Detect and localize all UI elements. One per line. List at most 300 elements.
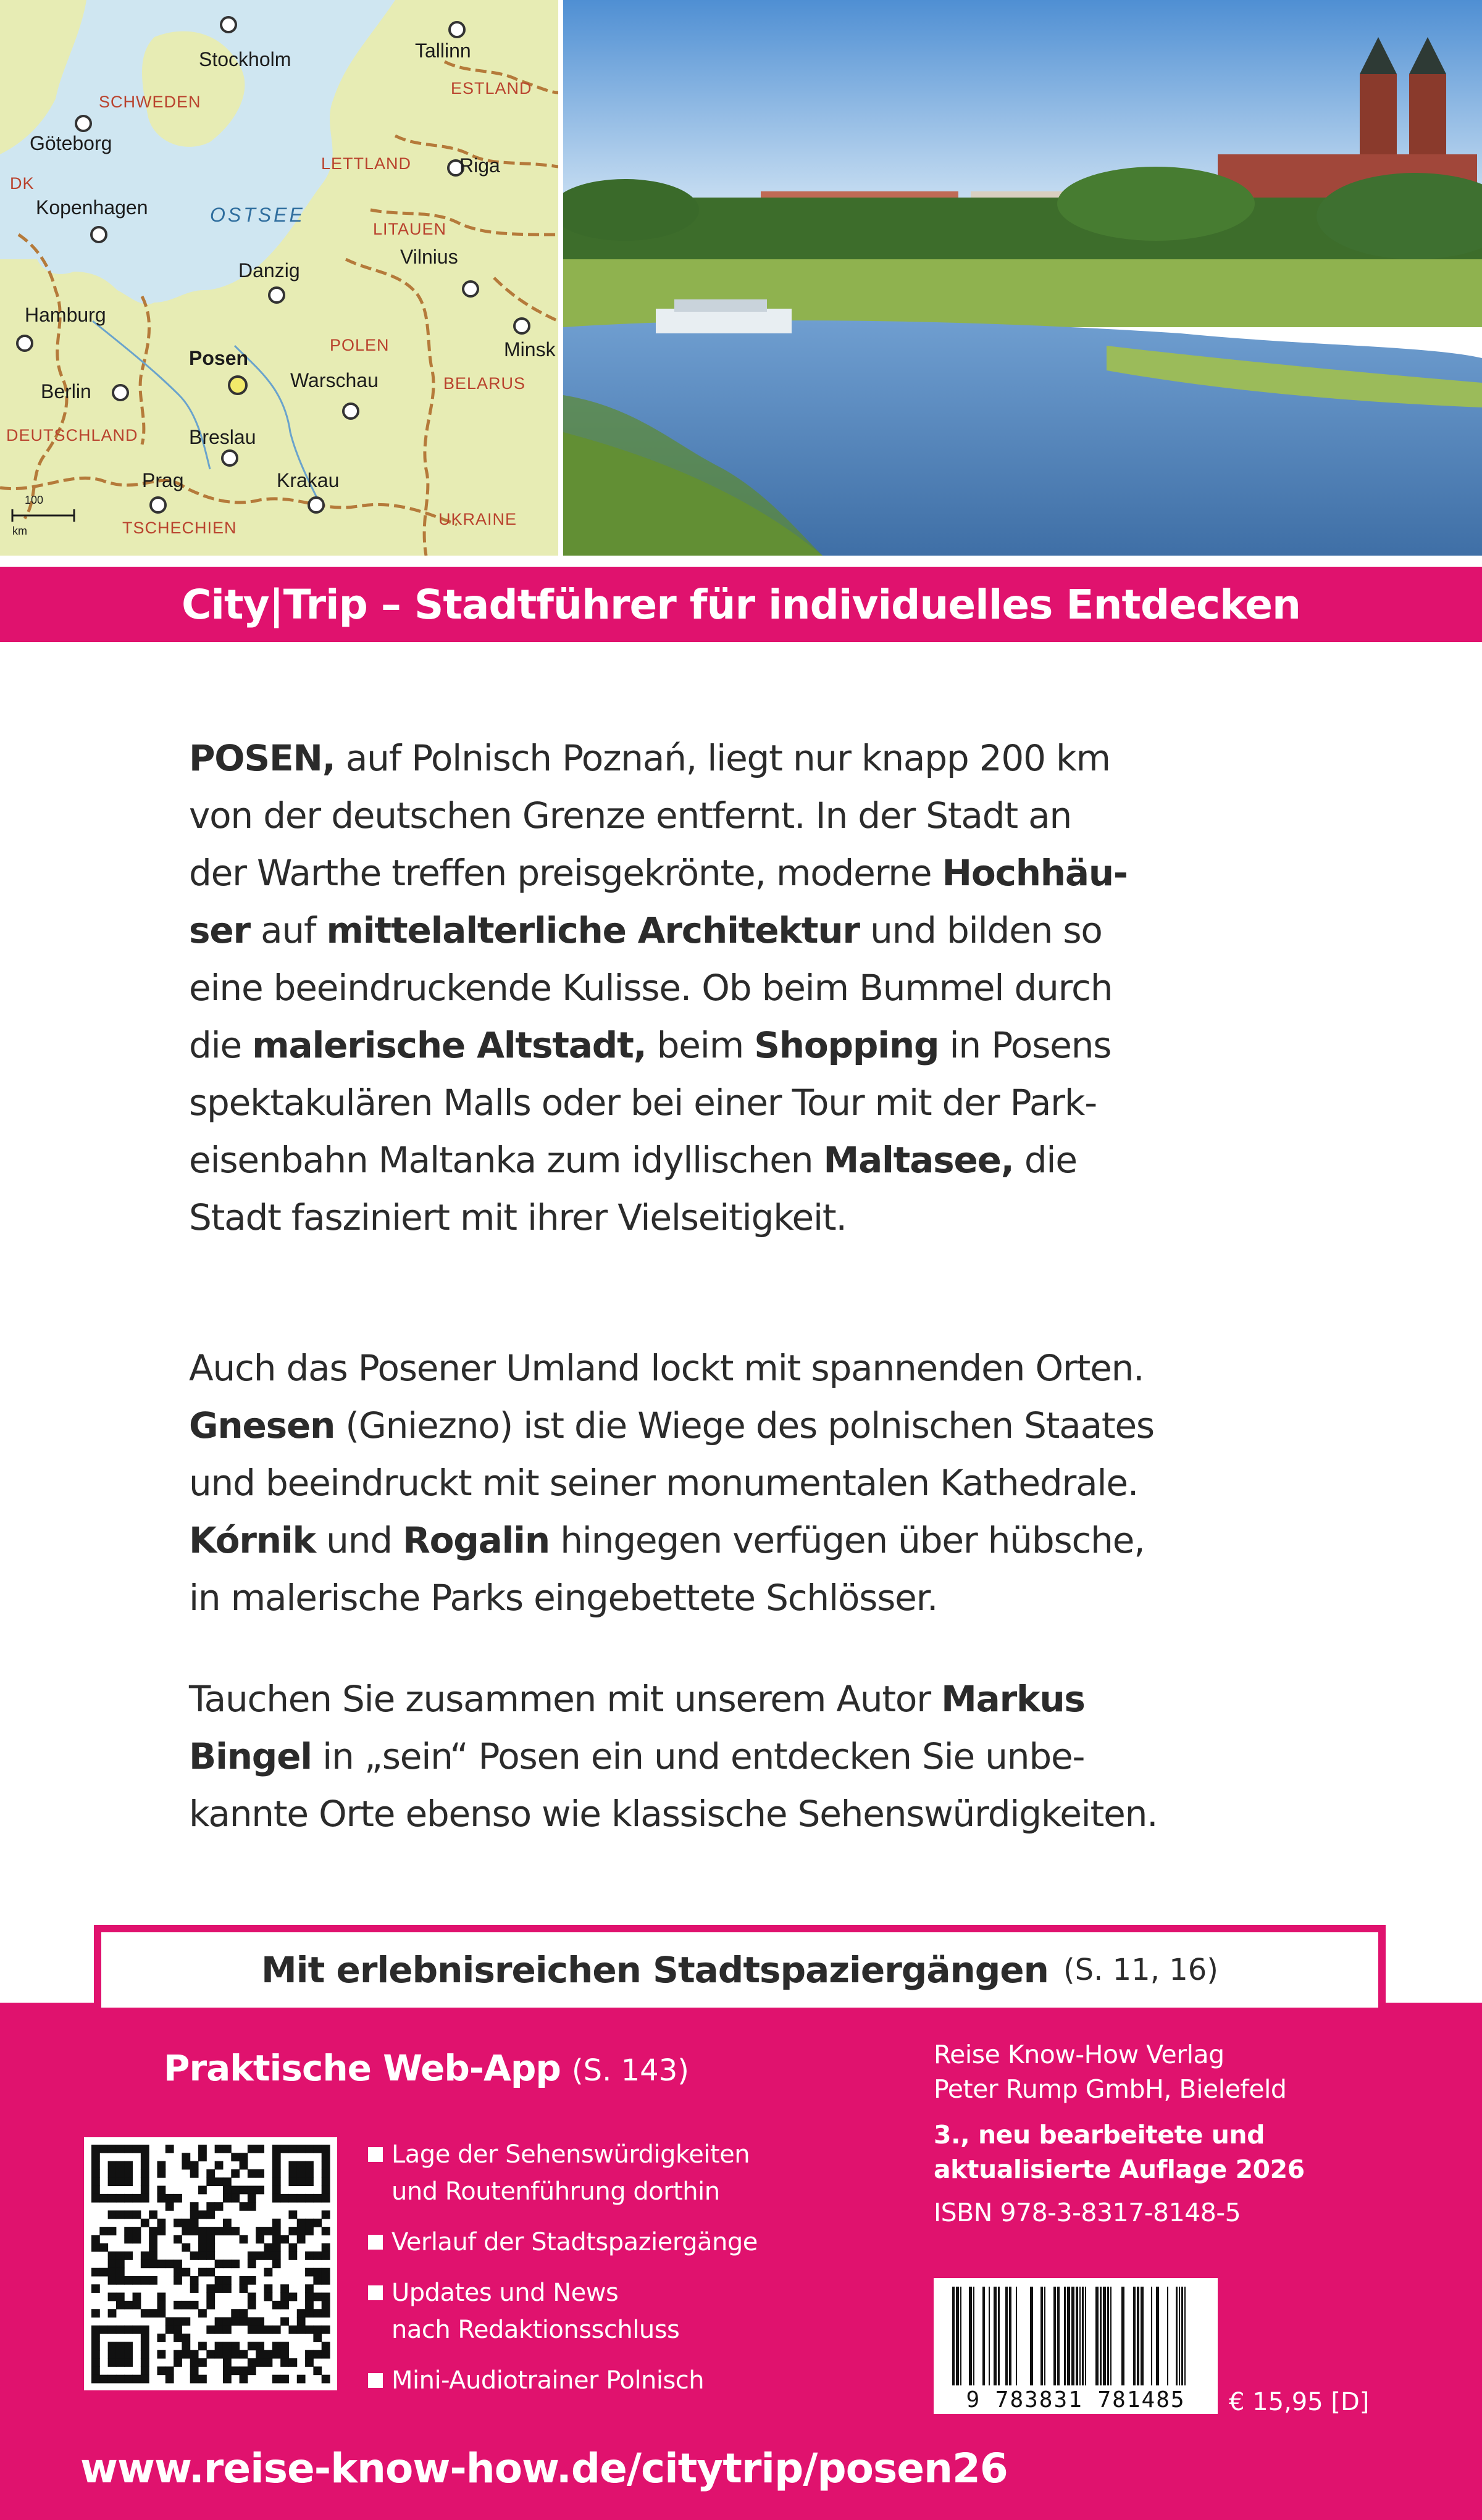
qr-module bbox=[190, 2202, 199, 2211]
qr-module bbox=[231, 2153, 240, 2161]
qr-module bbox=[272, 2259, 281, 2268]
qr-module bbox=[116, 2301, 125, 2309]
qr-module bbox=[231, 2350, 240, 2359]
qr-module bbox=[223, 2145, 232, 2153]
qr-module bbox=[190, 2350, 199, 2359]
qr-module bbox=[206, 2202, 215, 2211]
barcode-bar bbox=[1151, 2287, 1152, 2385]
qr-module bbox=[165, 2145, 174, 2153]
qr-module bbox=[99, 2243, 108, 2252]
map-scale-unit: km bbox=[12, 525, 27, 537]
qr-module bbox=[141, 2358, 149, 2367]
region-map bbox=[0, 0, 558, 556]
qr-module bbox=[99, 2326, 108, 2334]
qr-module bbox=[305, 2219, 314, 2227]
qr-module bbox=[305, 2268, 314, 2277]
qr-module bbox=[256, 2145, 264, 2153]
barcode-bar bbox=[1133, 2287, 1136, 2385]
qr-module bbox=[305, 2169, 314, 2178]
qr-module bbox=[198, 2210, 207, 2219]
text-line bbox=[189, 787, 1300, 845]
qr-module bbox=[248, 2194, 256, 2203]
barcode-bar bbox=[1184, 2287, 1186, 2385]
qr-module bbox=[231, 2309, 240, 2318]
publisher-name: Reise Know-How Verlag bbox=[934, 2040, 1225, 2069]
qr-module bbox=[223, 2219, 232, 2227]
qr-module bbox=[99, 2375, 108, 2384]
text-line bbox=[189, 730, 1300, 787]
map-country-label: ESTLAND bbox=[451, 79, 532, 98]
qr-module bbox=[91, 2177, 100, 2186]
qr-module bbox=[305, 2145, 314, 2153]
walks-banner-inner bbox=[101, 1932, 1378, 2008]
webapp-title: Praktische Web-App bbox=[164, 2047, 561, 2089]
qr-module bbox=[206, 2301, 215, 2309]
qr-module bbox=[198, 2243, 207, 2252]
qr-module bbox=[272, 2301, 281, 2309]
qr-module bbox=[272, 2235, 281, 2243]
tagline-band bbox=[0, 567, 1482, 642]
barcode-bar bbox=[1067, 2287, 1070, 2385]
map-country-label: UKRAINE bbox=[438, 510, 517, 528]
qr-module bbox=[272, 2153, 281, 2161]
text-line bbox=[189, 1074, 1300, 1132]
qr-module bbox=[141, 2194, 149, 2203]
qr-module bbox=[91, 2153, 100, 2161]
qr-module bbox=[116, 2358, 125, 2367]
qr-module bbox=[165, 2366, 174, 2375]
qr-module bbox=[182, 2342, 190, 2350]
feature-item bbox=[368, 2224, 874, 2261]
qr-module bbox=[322, 2194, 330, 2203]
qr-module bbox=[198, 2358, 207, 2367]
qr-module bbox=[174, 2358, 182, 2367]
qr-module bbox=[141, 2145, 149, 2153]
qr-module bbox=[133, 2210, 141, 2219]
qr-module bbox=[108, 2375, 117, 2384]
qr-module bbox=[322, 2153, 330, 2161]
feature-item-line: Updates und News bbox=[391, 2279, 619, 2307]
qr-module bbox=[141, 2326, 149, 2334]
qr-module bbox=[240, 2284, 248, 2293]
qr-module bbox=[149, 2309, 157, 2318]
qr-module bbox=[322, 2375, 330, 2384]
text-line bbox=[189, 1017, 1300, 1074]
qr-module bbox=[223, 2350, 232, 2359]
qr-module bbox=[272, 2219, 281, 2227]
qr-module bbox=[133, 2145, 141, 2153]
qr-module bbox=[240, 2161, 248, 2170]
qr-module bbox=[99, 2145, 108, 2153]
qr-module bbox=[231, 2318, 240, 2326]
qr-module bbox=[174, 2301, 182, 2309]
qr-module bbox=[190, 2219, 199, 2227]
map-country-label: DEUTSCHLAND bbox=[6, 426, 138, 444]
barcode-bar bbox=[989, 2287, 990, 2385]
qr-module bbox=[223, 2227, 232, 2235]
qr-module bbox=[305, 2293, 314, 2301]
qr-module bbox=[248, 2366, 256, 2375]
qr-module bbox=[215, 2350, 224, 2359]
text-run: und beeindruckt mit seiner monumentalen Kathedrale. bbox=[189, 1462, 1139, 1504]
qr-module bbox=[116, 2326, 125, 2334]
text-emphasis: malerische Altstadt, bbox=[252, 1024, 647, 1066]
qr-module bbox=[108, 2293, 117, 2301]
publisher-info bbox=[934, 2037, 1465, 2230]
text-run: in „sein“ Posen ein und entdecken Sie unbe- bbox=[311, 1735, 1085, 1777]
qr-module bbox=[124, 2169, 133, 2178]
qr-module bbox=[322, 2243, 330, 2252]
qr-module bbox=[133, 2235, 141, 2243]
barcode-bar bbox=[1016, 2287, 1017, 2385]
qr-module bbox=[313, 2145, 322, 2153]
qr-module bbox=[141, 2169, 149, 2178]
qr-module bbox=[116, 2293, 125, 2301]
qr-module bbox=[116, 2350, 125, 2359]
qr-module bbox=[141, 2276, 149, 2285]
qr-module bbox=[124, 2177, 133, 2186]
barcode-bar bbox=[1064, 2287, 1066, 2385]
qr-module bbox=[280, 2194, 289, 2203]
barcode-bar bbox=[952, 2287, 955, 2385]
qr-module bbox=[280, 2145, 289, 2153]
qr-module bbox=[264, 2293, 273, 2301]
text-emphasis: POSEN, bbox=[189, 737, 335, 779]
qr-module bbox=[248, 2259, 256, 2268]
text-emphasis: Kórnik bbox=[189, 1519, 316, 1561]
text-line bbox=[189, 1189, 1300, 1246]
qr-module bbox=[190, 2227, 199, 2235]
qr-module bbox=[149, 2276, 157, 2285]
map-country-label: POLEN bbox=[330, 336, 390, 354]
qr-module bbox=[124, 2350, 133, 2359]
text-run: auf Polnisch Poznań, liegt nur knapp 200 km bbox=[335, 737, 1110, 779]
text-emphasis: Maltasee, bbox=[823, 1139, 1014, 1181]
qr-module bbox=[215, 2227, 224, 2235]
qr-module bbox=[116, 2342, 125, 2350]
qr-module bbox=[256, 2186, 264, 2195]
qr-module bbox=[206, 2350, 215, 2359]
qr-module bbox=[231, 2186, 240, 2195]
qr-module bbox=[272, 2161, 281, 2170]
qr-module bbox=[248, 2202, 256, 2211]
qr-module bbox=[174, 2276, 182, 2285]
qr-module bbox=[182, 2350, 190, 2359]
feature-item bbox=[368, 2362, 874, 2399]
qr-module bbox=[133, 2194, 141, 2203]
qr-module bbox=[215, 2259, 224, 2268]
map-city-label: Tallinn bbox=[415, 40, 471, 62]
edition-line: aktualisierte Auflage 2026 bbox=[934, 2155, 1305, 2184]
qr-module bbox=[297, 2326, 306, 2334]
qr-module bbox=[264, 2251, 273, 2260]
map-country-label: TSCHECHIEN bbox=[122, 519, 237, 537]
barcode-bar bbox=[1079, 2287, 1081, 2385]
tagline: City|Trip – Stadtführer für individuelles Entdecken bbox=[181, 580, 1301, 628]
qr-module bbox=[198, 2375, 207, 2384]
qr-module bbox=[256, 2342, 264, 2350]
qr-module bbox=[99, 2194, 108, 2203]
qr-module bbox=[215, 2202, 224, 2211]
qr-module bbox=[157, 2194, 165, 2203]
barcode-bar bbox=[1095, 2287, 1099, 2385]
feature-item bbox=[368, 2274, 874, 2348]
qr-module bbox=[305, 2309, 314, 2318]
qr-module bbox=[248, 2301, 256, 2309]
qr-module bbox=[322, 2169, 330, 2178]
qr-module bbox=[141, 2342, 149, 2350]
text-run: in malerische Parks eingebettete Schlösser. bbox=[189, 1577, 938, 1619]
qr-module bbox=[198, 2268, 207, 2277]
qr-module bbox=[215, 2318, 224, 2326]
qr-module bbox=[116, 2161, 125, 2170]
qr-module bbox=[297, 2227, 306, 2235]
text-run: die bbox=[189, 1024, 253, 1066]
qr-module bbox=[91, 2169, 100, 2178]
edition-line: 3., neu bearbeitete und bbox=[934, 2120, 1265, 2150]
qr-module bbox=[174, 2350, 182, 2359]
qr-module bbox=[272, 2145, 281, 2153]
qr-module bbox=[99, 2268, 108, 2277]
qr-module bbox=[272, 2350, 281, 2359]
city-photo bbox=[563, 0, 1482, 556]
walks-title: Mit erlebnisreichen Stadtspaziergängen bbox=[261, 1949, 1049, 1991]
qr-module bbox=[223, 2194, 232, 2203]
barcode-bar bbox=[994, 2287, 997, 2385]
barcode-graphic bbox=[934, 2278, 1218, 2389]
qr-module bbox=[305, 2177, 314, 2186]
qr-module bbox=[288, 2227, 297, 2235]
qr-module bbox=[198, 2145, 207, 2153]
qr-module bbox=[264, 2268, 273, 2277]
barcode-bar bbox=[1110, 2287, 1112, 2385]
qr-module bbox=[133, 2293, 141, 2301]
qr-module bbox=[322, 2293, 330, 2301]
qr-module bbox=[157, 2169, 165, 2178]
qr-module bbox=[198, 2186, 207, 2195]
qr-module bbox=[215, 2177, 224, 2186]
qr-module bbox=[297, 2177, 306, 2186]
qr-module bbox=[248, 2318, 256, 2326]
map-city-label: Krakau bbox=[277, 469, 340, 491]
intro-paragraph-umland bbox=[189, 1340, 1300, 1627]
qr-module bbox=[264, 2284, 273, 2293]
qr-module bbox=[116, 2375, 125, 2384]
isbn: ISBN 978-3-8317-8148-5 bbox=[934, 2198, 1241, 2227]
qr-module bbox=[91, 2326, 100, 2334]
qr-module bbox=[215, 2326, 224, 2334]
price: € 15,95 [D] bbox=[1229, 2388, 1370, 2416]
walks-banner bbox=[94, 1925, 1386, 2015]
qr-module bbox=[297, 2194, 306, 2203]
webapp-feature-list bbox=[368, 2136, 874, 2413]
qr-module bbox=[108, 2227, 117, 2235]
text-line bbox=[189, 1728, 1300, 1785]
qr-module bbox=[248, 2342, 256, 2350]
qr-module bbox=[108, 2177, 117, 2186]
qr-module bbox=[174, 2194, 182, 2203]
qr-module bbox=[91, 2375, 100, 2384]
qr-module bbox=[322, 2350, 330, 2359]
qr-module bbox=[248, 2326, 256, 2334]
qr-module bbox=[190, 2284, 199, 2293]
qr-module bbox=[206, 2235, 215, 2243]
feature-item-line: Mini-Audiotrainer Polnisch bbox=[391, 2366, 705, 2395]
qr-module bbox=[206, 2177, 215, 2186]
map-country-label: LETTLAND bbox=[321, 154, 412, 173]
qr-module bbox=[305, 2358, 314, 2367]
qr-module bbox=[240, 2309, 248, 2318]
qr-module bbox=[91, 2161, 100, 2170]
qr-module bbox=[280, 2301, 289, 2309]
qr-module bbox=[305, 2301, 314, 2309]
barcode-digits: 9 783831 781485 bbox=[934, 2387, 1218, 2414]
qr-module bbox=[322, 2301, 330, 2309]
text-run: und bbox=[315, 1519, 403, 1561]
map-city-label: Kopenhagen bbox=[36, 196, 148, 219]
qr-module bbox=[231, 2366, 240, 2375]
qr-module bbox=[124, 2342, 133, 2350]
qr-module bbox=[182, 2243, 190, 2252]
qr-module bbox=[297, 2375, 306, 2384]
qr-module bbox=[141, 2259, 149, 2268]
qr-module bbox=[215, 2284, 224, 2293]
text-emphasis: ser bbox=[189, 909, 250, 951]
walks-pages: (S. 11, 16) bbox=[1063, 1953, 1219, 1987]
text-emphasis: Markus bbox=[941, 1678, 1085, 1720]
qr-module bbox=[116, 2251, 125, 2260]
map-country-label: BELARUS bbox=[443, 374, 526, 393]
qr-module bbox=[240, 2186, 248, 2195]
barcode-bar bbox=[1040, 2287, 1043, 2385]
barcode-bar bbox=[1179, 2287, 1180, 2385]
qr-module bbox=[182, 2334, 190, 2342]
map-city-label: Berlin bbox=[41, 380, 91, 403]
qr-module bbox=[116, 2276, 125, 2285]
barcode-bar bbox=[956, 2287, 959, 2385]
text-run: Auch das Posener Umland lockt mit spannenden Orten. bbox=[189, 1347, 1144, 1389]
qr-module bbox=[108, 2210, 117, 2219]
qr-module bbox=[206, 2210, 215, 2219]
qr-module bbox=[305, 2227, 314, 2235]
qr-module bbox=[240, 2153, 248, 2161]
qr-module bbox=[124, 2235, 133, 2243]
qr-module bbox=[297, 2161, 306, 2170]
qr-module bbox=[248, 2293, 256, 2301]
qr-module bbox=[91, 2366, 100, 2375]
map-country-label: SCHWEDEN bbox=[99, 93, 201, 111]
text-run: die bbox=[1013, 1139, 1077, 1181]
qr-module bbox=[297, 2169, 306, 2178]
text-run: eisenbahn Maltanka zum idyllischen bbox=[189, 1139, 824, 1181]
qr-module bbox=[190, 2375, 199, 2384]
qr-module bbox=[288, 2243, 297, 2252]
qr-module bbox=[174, 2268, 182, 2277]
qr-module bbox=[141, 2186, 149, 2195]
qr-module bbox=[297, 2145, 306, 2153]
feature-item-line: Verlauf der Stadtspaziergänge bbox=[391, 2228, 758, 2256]
text-line bbox=[189, 1512, 1300, 1569]
qr-module bbox=[124, 2358, 133, 2367]
qr-module bbox=[280, 2350, 289, 2359]
text-emphasis: Bingel bbox=[189, 1735, 312, 1777]
qr-module bbox=[322, 2227, 330, 2235]
qr-module bbox=[240, 2276, 248, 2285]
qr-module bbox=[124, 2227, 133, 2235]
qr-module bbox=[223, 2326, 232, 2334]
webapp-pages: (S. 143) bbox=[571, 2053, 689, 2088]
qr-module bbox=[288, 2210, 297, 2219]
qr-module bbox=[280, 2284, 289, 2293]
qr-module bbox=[149, 2259, 157, 2268]
qr-module bbox=[141, 2177, 149, 2186]
barcode-bar bbox=[969, 2287, 972, 2385]
map-country-label: DK bbox=[10, 174, 35, 193]
text-run: auf bbox=[249, 909, 327, 951]
qr-code[interactable] bbox=[84, 2137, 337, 2390]
qr-module bbox=[149, 2251, 157, 2260]
barcode-bar bbox=[1009, 2287, 1011, 2385]
qr-module bbox=[91, 2186, 100, 2195]
barcode-bar bbox=[1176, 2287, 1178, 2385]
qr-module bbox=[157, 2366, 165, 2375]
website-link[interactable]: www.reise-know-how.de/citytrip/posen26 bbox=[80, 2445, 1008, 2492]
qr-module bbox=[174, 2334, 182, 2342]
qr-module bbox=[124, 2251, 133, 2260]
qr-module bbox=[149, 2227, 157, 2235]
qr-module bbox=[256, 2235, 264, 2243]
qr-module bbox=[190, 2169, 199, 2178]
qr-module bbox=[108, 2169, 117, 2178]
qr-module bbox=[264, 2227, 273, 2235]
qr-module bbox=[157, 2161, 165, 2170]
qr-module bbox=[108, 2268, 117, 2277]
qr-module bbox=[223, 2276, 232, 2285]
qr-module bbox=[248, 2358, 256, 2367]
qr-module bbox=[182, 2268, 190, 2277]
qr-module bbox=[206, 2284, 215, 2293]
qr-module bbox=[256, 2318, 264, 2326]
barcode bbox=[934, 2278, 1218, 2414]
barcode-bar bbox=[1156, 2287, 1159, 2385]
qr-module bbox=[240, 2366, 248, 2375]
qr-module bbox=[108, 2276, 117, 2285]
qr-module bbox=[157, 2334, 165, 2342]
qr-module bbox=[91, 2334, 100, 2342]
qr-module bbox=[240, 2318, 248, 2326]
barcode-bar bbox=[1005, 2287, 1008, 2385]
text-emphasis: mittelalterliche Architektur bbox=[326, 909, 860, 951]
qr-module bbox=[198, 2251, 207, 2260]
text-line bbox=[189, 1569, 1300, 1627]
qr-module bbox=[157, 2186, 165, 2195]
qr-module bbox=[322, 2145, 330, 2153]
qr-module bbox=[280, 2318, 289, 2326]
text-run: beim bbox=[646, 1024, 755, 1066]
qr-module bbox=[240, 2375, 248, 2384]
qr-module bbox=[288, 2194, 297, 2203]
qr-module bbox=[149, 2235, 157, 2243]
barcode-bar bbox=[1071, 2287, 1074, 2385]
qr-module bbox=[149, 2210, 157, 2219]
qr-module bbox=[116, 2145, 125, 2153]
qr-module bbox=[223, 2366, 232, 2375]
qr-module bbox=[91, 2350, 100, 2359]
barcode-bar bbox=[1085, 2287, 1086, 2385]
map-city-label: Prag bbox=[142, 469, 184, 491]
qr-module bbox=[206, 2227, 215, 2235]
qr-module bbox=[288, 2251, 297, 2260]
